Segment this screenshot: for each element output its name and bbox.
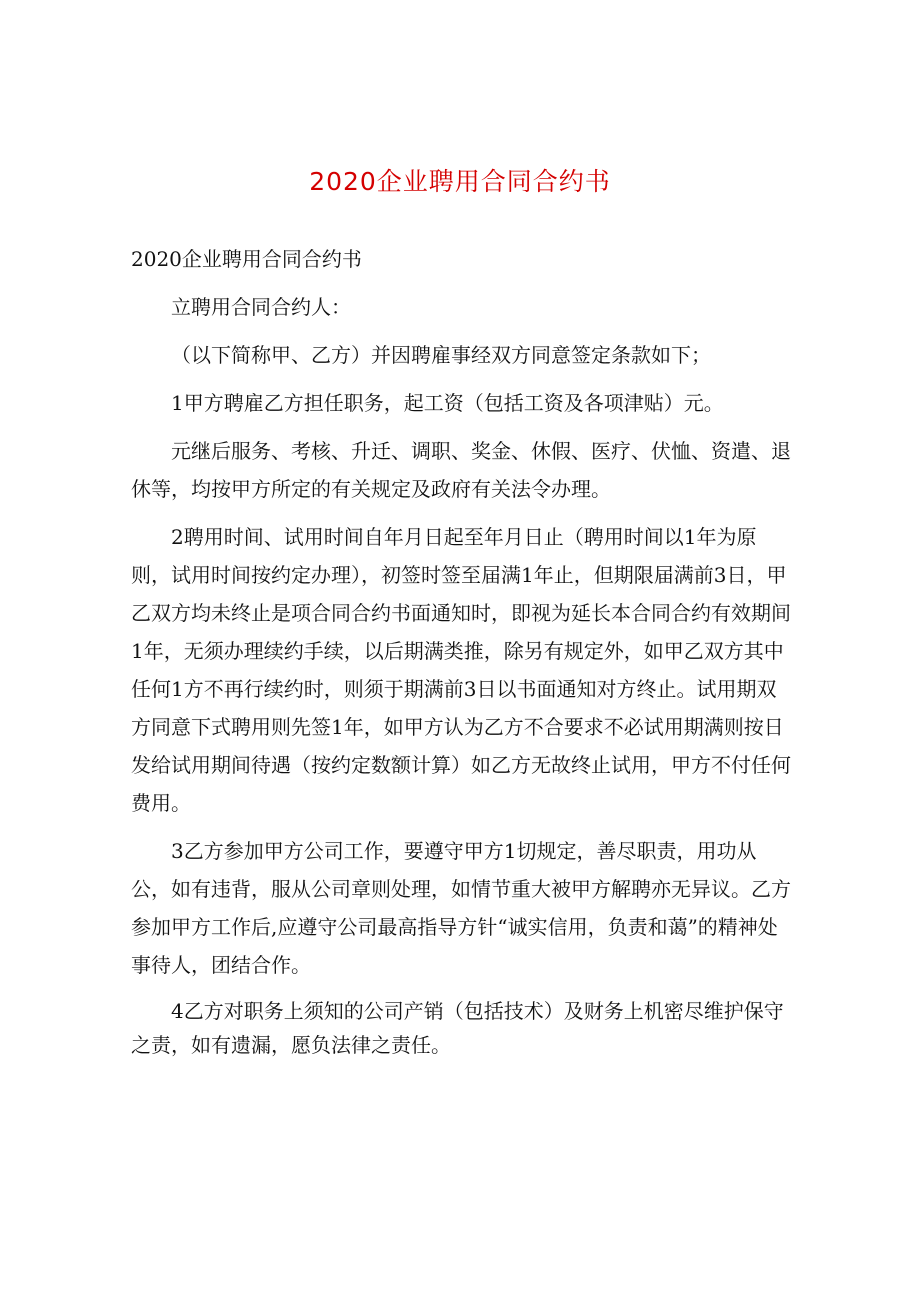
paragraph-preamble: （以下简称甲、乙方）并因聘雇事经双方同意签定条款如下； — [171, 343, 711, 367]
paragraph-clause-4: 4乙方对职务上须知的公司产销（包括技术）及财务上机密尽维护保守之责，如有遗漏，愿负法律之责任。 — [131, 999, 784, 1057]
paragraph-clause-1: 1甲方聘雇乙方担任职务，起工资（包括工资及各项津贴）元。 — [171, 391, 724, 415]
document-subtitle: 2020企业聘用合同合约书 — [131, 247, 362, 271]
paragraph-parties: 立聘用合同合约人： — [171, 295, 351, 319]
document-title: 2020企业聘用合同合约书 — [309, 167, 611, 196]
document-body — [131, 240, 795, 1072]
paragraph-clause-1-cont: 元继后服务、考核、升迁、调职、奖金、休假、医疗、伏恤、资遣、退休等，均按甲方所定的有关规定及政府有关法令办理。 — [131, 439, 791, 501]
paragraph-clause-3: 3乙方参加甲方公司工作，要遵守甲方1切规定，善尽职责，用功从公，如有违背，服从公司章则处理，如情节重大被甲方解聘亦无异议。乙方参加甲方工作后,应遵守公司最高指导方针“诚实信用，负责和蔼”的精神处事待人，团结合作。 — [131, 839, 791, 977]
paragraph-clause-2: 2聘用时间、试用时间自年月日起至年月日止（聘用时间以1年为原则，试用时间按约定办理），初签时签至届满1年止，但期限届满前3日，甲乙双方均未终止是项合同合约书面通知时，即视为延长本合同合约有效期间1年，无须办理续约手续，以后期满类推，除另有规定外，如甲乙双方其中任何1方不再行续约时，则须于期满前3日以书面通知对方终止。试用期双方同意下式聘用则先签1年，如甲方认为乙方不合要求不必试用期满则按日发给试用期间待遇（按约定数额计算）如乙方无故终止试用，甲方不付任何费用。 — [131, 525, 791, 815]
